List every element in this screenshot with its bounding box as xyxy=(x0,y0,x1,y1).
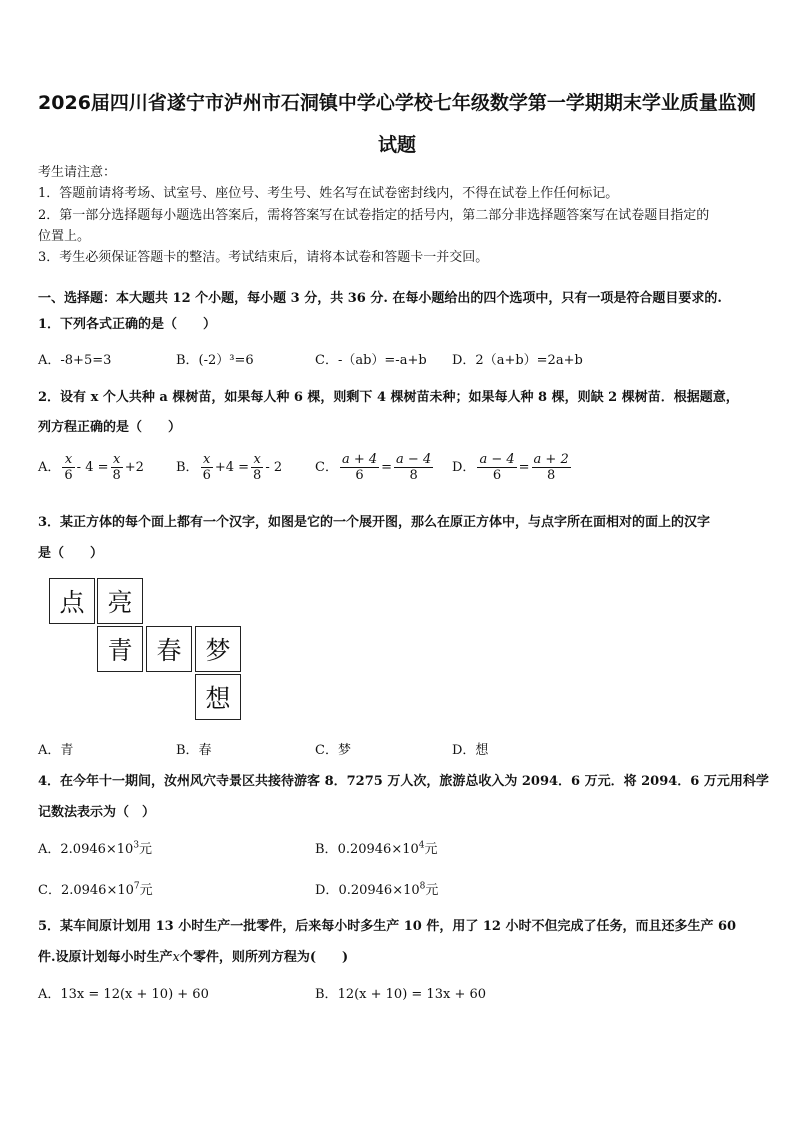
numerator: x xyxy=(62,452,74,468)
net-cell: 想 xyxy=(195,674,241,720)
numerator: x xyxy=(111,452,123,468)
q3-option-d: D．想 xyxy=(452,743,489,758)
section-heading: 一、选择题：本大题共 12 个小题，每小题 3 分，共 36 分. 在每小题给出的四个选项中，只有一项是符合题目要求的. xyxy=(38,291,722,306)
option-label: A． xyxy=(38,460,61,475)
denominator: 8 xyxy=(546,468,556,483)
exponent: 3 xyxy=(133,840,140,851)
q2-option-d xyxy=(452,452,573,483)
unit: 元 xyxy=(139,842,153,857)
notice-item: 位置上。 xyxy=(38,229,91,244)
notice-item: 1．答题前请将考场、试室号、座位号、考生号、姓名写在试卷密封线内，不得在试卷上作任何标记。 xyxy=(38,186,619,201)
unit: 元 xyxy=(425,883,439,898)
math-expression: 12(x + 10) = 13x + 60 xyxy=(337,987,487,1002)
numerator: x xyxy=(201,452,213,468)
denominator: 6 xyxy=(492,468,502,483)
fraction xyxy=(201,452,213,483)
option-label: B． xyxy=(176,460,199,475)
numerator: a − 4 xyxy=(396,452,432,467)
numerator: a + 4 xyxy=(341,452,378,467)
notice-heading: 考生请注意： xyxy=(38,165,117,180)
variable: x xyxy=(172,950,180,965)
q4-option-c xyxy=(38,879,153,898)
q1-option-c: C．-（ab）=-a+b xyxy=(315,353,427,368)
fraction xyxy=(532,452,571,483)
option-label: D． xyxy=(315,883,339,898)
question-5-stem-line2 xyxy=(38,946,348,965)
notice-item: 2．第一部分选择题每小题选出答案后，需将答案写在试卷指定的括号内，第二部分非选择题答案写在试卷题目指定的 xyxy=(38,208,710,223)
tail-term: - 2 xyxy=(265,460,283,475)
question-4-stem: 4．在今年十一期间，汝州风穴寺景区共接待游客 8．7275 万人次，旅游总收入为 2094．6 万元．将 2094．6 万元用科学 xyxy=(38,774,769,789)
numerator: x xyxy=(251,452,263,468)
denominator: 8 xyxy=(253,468,262,483)
numerator: a + 2 xyxy=(533,452,569,467)
net-cell: 春 xyxy=(146,626,192,672)
question-5-stem: 5．某车间原计划用 13 小时生产一批零件，后来每小时多生产 10 件，用了 12 小时不但完成了任务，而且还多生产 60 xyxy=(38,919,737,934)
q1-option-d: D．2（a+b）=2a+b xyxy=(452,353,583,368)
q5-option-b xyxy=(315,983,486,1002)
question-3-stem: 3．某正方体的每个面上都有一个汉字，如图是它的一个展开图，那么在原正方体中，与点字所在面相对的面上的汉字 xyxy=(38,515,711,530)
fraction xyxy=(477,452,516,483)
q4-option-a xyxy=(38,838,152,857)
option-label: C． xyxy=(315,460,338,475)
net-cell: 青 xyxy=(97,626,143,672)
question-2-stem-line2: 列方程正确的是（ ） xyxy=(38,420,182,435)
option-label: A． xyxy=(38,842,61,857)
q4-option-d xyxy=(315,879,438,898)
q2-option-a xyxy=(38,452,144,483)
q1-option-b: B．(-2）³=6 xyxy=(176,353,254,368)
math-expression: 0.20946×10 xyxy=(338,883,420,898)
denominator: 6 xyxy=(64,468,73,483)
math-expression: 0.20946×10 xyxy=(337,842,419,857)
notice-item: 3．考生必须保证答题卡的整洁。考试结束后，请将本试卷和答题卡一并交回。 xyxy=(38,250,489,265)
question-2-stem: 2．设有 x 个人共种 a 棵树苗，如果每人种 6 棵，则剩下 4 棵树苗未种；如果每人种 8 棵，则缺 2 棵树苗．根据题意， xyxy=(38,390,739,405)
fraction xyxy=(394,452,433,483)
q3-option-a: A．青 xyxy=(38,743,74,758)
unit: 元 xyxy=(424,842,438,857)
option-label: D． xyxy=(452,460,476,475)
operator: = xyxy=(381,460,393,475)
q1-option-a: A．-8+5=3 xyxy=(38,353,112,368)
operator: = xyxy=(518,460,530,475)
option-label: B． xyxy=(315,987,338,1002)
option-label: A． xyxy=(38,987,61,1002)
fraction xyxy=(111,452,123,483)
numerator: a − 4 xyxy=(479,452,515,467)
operator: +4 = xyxy=(214,460,250,475)
math-expression: 2.0946×10 xyxy=(60,883,134,898)
q4-option-b xyxy=(315,838,438,857)
exponent: 8 xyxy=(419,881,426,892)
math-expression: 13x = 12(x + 10) + 60 xyxy=(60,987,209,1002)
fraction xyxy=(62,452,74,483)
stem-text: 件.设原计划每小时生产 xyxy=(38,950,173,965)
denominator: 6 xyxy=(202,468,211,483)
unit: 元 xyxy=(139,883,153,898)
q2-option-b xyxy=(176,452,282,483)
q3-option-c: C．梦 xyxy=(315,743,351,758)
page-title: 2026届四川省遂宁市泸州市石洞镇中学心学校七年级数学第一学期期末学业质量监测 xyxy=(38,92,756,114)
fraction xyxy=(251,452,263,483)
math-expression: 2.0946×10 xyxy=(60,842,134,857)
question-4-stem-line2: 记数法表示为（ ） xyxy=(38,805,156,820)
denominator: 6 xyxy=(355,468,364,483)
net-cell: 梦 xyxy=(195,626,241,672)
q3-option-b: B．春 xyxy=(176,743,212,758)
net-cell: 点 xyxy=(49,578,95,624)
exponent: 4 xyxy=(418,840,425,851)
q5-option-a xyxy=(38,983,209,1002)
option-label: B． xyxy=(315,842,338,857)
q2-option-c xyxy=(315,452,435,483)
stem-text: 个零件，则所列方程为( ) xyxy=(179,950,349,965)
question-3-stem-line2: 是（ ） xyxy=(38,546,104,561)
fraction xyxy=(340,452,379,483)
operator: - 4 = xyxy=(76,460,109,475)
denominator: 8 xyxy=(409,468,418,483)
option-label: C． xyxy=(38,883,61,898)
question-1-stem: 1．下列各式正确的是（ ） xyxy=(38,317,217,332)
denominator: 8 xyxy=(112,468,121,483)
tail-term: +2 xyxy=(124,460,144,475)
page-title-line2: 试题 xyxy=(377,134,416,156)
exponent: 7 xyxy=(133,881,140,892)
net-cell: 亮 xyxy=(97,578,143,624)
